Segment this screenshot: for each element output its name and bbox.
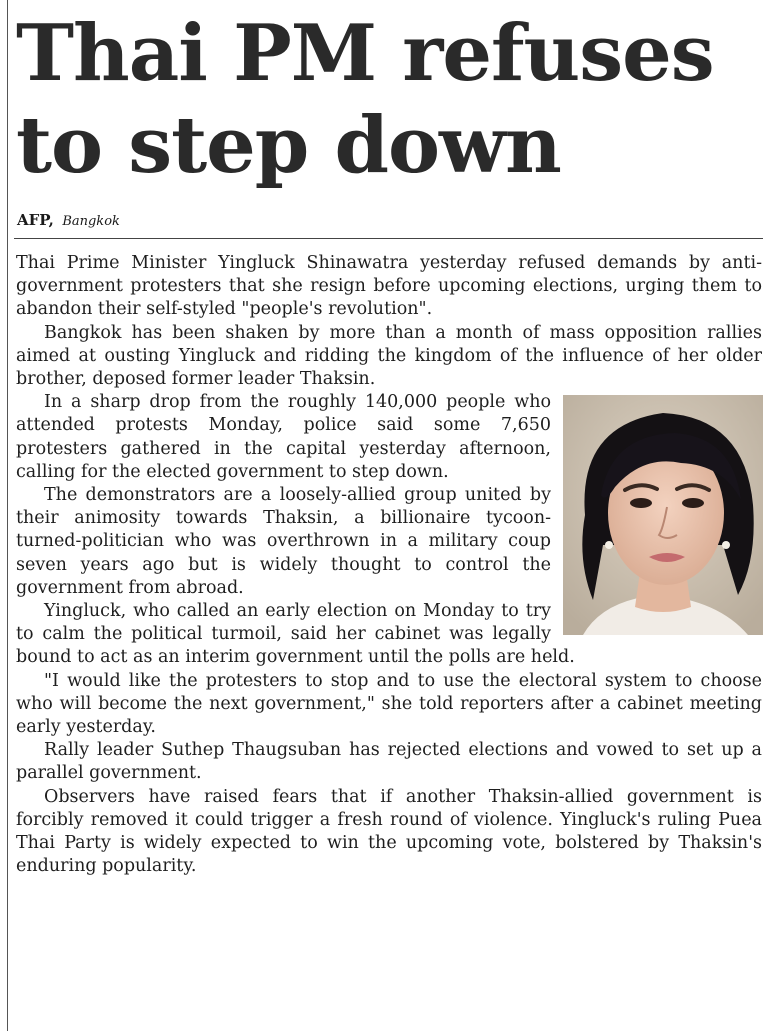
byline-place: Bangkok: [62, 214, 120, 229]
byline: [17, 211, 120, 231]
paragraph: Thai Prime Minister Yingluck Shinawatra yesterday refused demands by anti-government protesters that she resign before upcoming elections, urging them to abandon their self-styled "people's revolution".: [16, 253, 762, 320]
paragraph: Rally leader Suthep Thaugsuban has rejected elections and vowed to set up a parallel government.: [16, 740, 762, 784]
paragraph: Bangkok has been shaken by more than a month of mass opposition rallies aimed at ousting Yingluck and ridding the kingdom of the influence of her older brother, deposed former leader Thaksin.: [16, 322, 762, 390]
portrait-illustration: [563, 395, 763, 635]
byline-agency: AFP,: [17, 211, 54, 229]
paragraph: In a sharp drop from the roughly 140,000 people who attended protests Monday, police said some 7,650 protesters gathered in the capital yesterday afternoon, calling for the elected government to step down.: [16, 392, 551, 482]
article-body: [16, 252, 762, 878]
paragraph: Yingluck, who called an early election on Monday to try to calm the political turmoil, said her cabinet was legally bound to act as an interim government until the polls are held.: [16, 601, 575, 668]
paragraph: Observers have raised fears that if another Thaksin-allied government is forcibly removed it could trigger a fresh round of violence. Yingluck's ruling Puea Thai Party is widely expected to win the upcoming vote, bolstered by Thaksin's enduring popularity.: [16, 786, 762, 877]
headline: Thai PM refuses to step down: [16, 8, 714, 191]
column-rule-left: [7, 0, 8, 1031]
paragraph: "I would like the protesters to stop and to use the electoral system to choose who will become the next government," she told reporters after a cabinet meeting early yesterday.: [16, 670, 762, 738]
paragraph: The demonstrators are a loosely-allied group united by their animosity towards Thaksin, a billionaire tycoon-turned-politician who was overthrown in a military coup seven years ago but is widely thought to control the government from abroad.: [16, 485, 551, 598]
headline-rule: [14, 238, 763, 239]
portrait-photo: [563, 395, 763, 635]
